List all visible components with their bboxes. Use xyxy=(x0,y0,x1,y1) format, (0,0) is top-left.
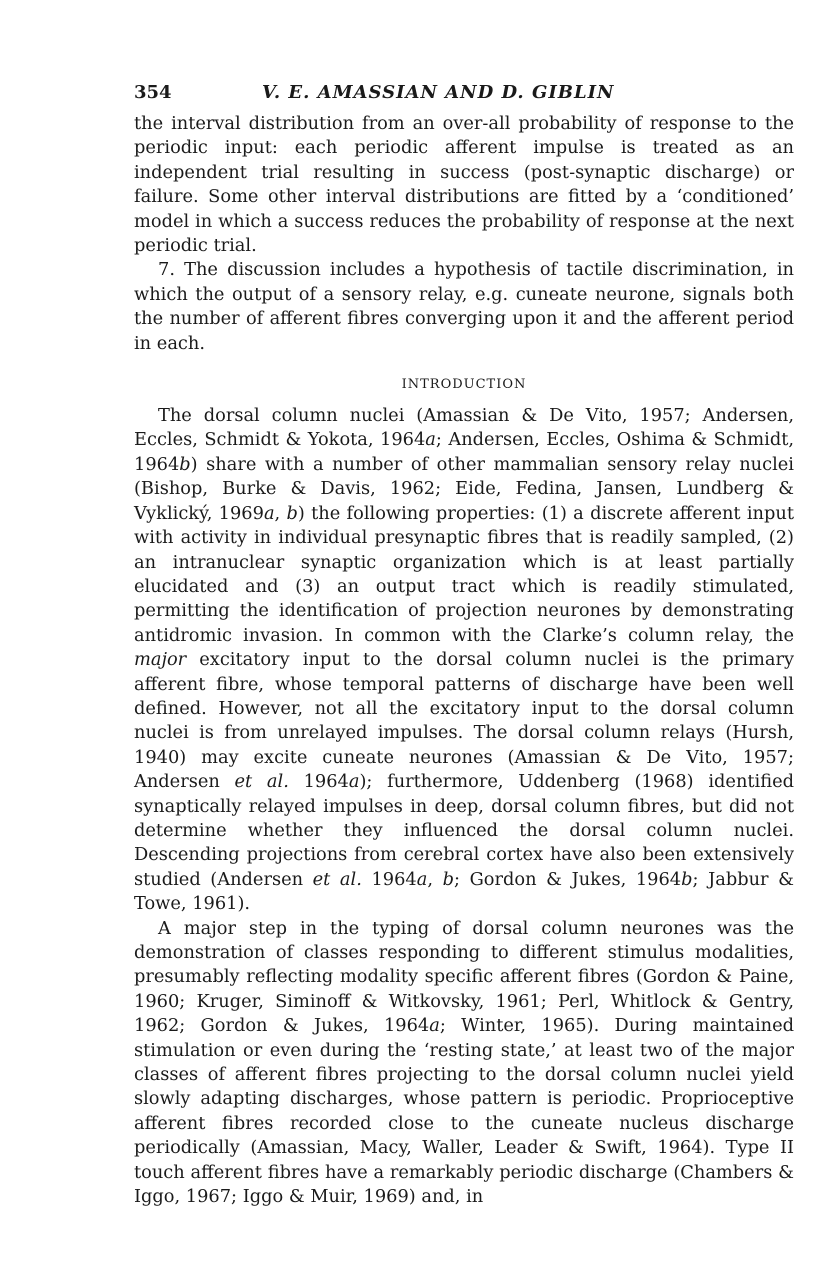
citation-suffix: b xyxy=(286,502,298,524)
introduction-paragraph-2 xyxy=(134,917,794,1210)
text-run: The dorsal column nuclei (Amassian & De Vito, 1957; Andersen, Eccles, Schmidt & Yokota, 1964 xyxy=(134,405,794,451)
introduction-paragraph-1 xyxy=(134,404,794,917)
et-al: et al. xyxy=(312,868,362,890)
text-run: 1964 xyxy=(361,868,417,890)
text-run: , xyxy=(427,868,443,890)
summary-paragraph-7: 7. The discussion includes a hypothesis of tactile discrimination, in which the output of a sensory relay, e.g. cuneate neurone, signals both the number of afferent fibres converging upon it and the afferent period in each. xyxy=(134,259,794,354)
citation-suffix: b xyxy=(179,453,191,475)
page-number: 354 xyxy=(134,82,172,103)
et-al: et al. xyxy=(234,771,289,793)
running-title: V. E. AMASSIAN AND D. GIBLIN xyxy=(262,82,615,103)
citation-suffix: a xyxy=(263,502,275,524)
text-run: ; Jabbur & Towe, 1961). xyxy=(134,868,794,915)
citation-suffix: a xyxy=(429,1015,440,1037)
text-run: excitatory input to the dorsal column nuclei is the primary afferent fibre, whose temporal patterns of discharge have been well defined. However, not all the excitatory input to the dorsal column nuclei is from unrelayed impulses. The dorsal column relays (Hursh, 1940) may excite cuneate neurones (Amassian & De Vito, 1957; Andersen xyxy=(134,649,794,793)
text-run: ; Winter, 1965). During maintained stimulation or even during the ‘resting state,’ at least two of the major classes of afferent fibres projecting to the dorsal column nuclei yield slowly adapting discharges, whose pattern is periodic. Proprioceptive afferent fibres recorded close to the cuneate nucleus discharge periodically (Amassian, Macy, Waller, Leader & Swift, 1964). Type II touch afferent fibres have a remarkably periodic discharge (Chambers & Iggo, 1967; Iggo & Muir, 1969) and, in xyxy=(134,1015,794,1208)
emphasis: major xyxy=(134,649,187,671)
citation-suffix: b xyxy=(442,868,454,890)
text-run: A major step in the typing of dorsal column neurones was the demonstration of classes responding to different stimulus modalities, presumably reflecting modality specific afferent fibres (Gordon & Paine, 1960; Kruger, Siminoff & Witkovsky, 1961; Perl, Whitlock & Gentry, 1962; Gordon & Jukes, 1964 xyxy=(134,917,794,1037)
text-run: ) the following properties: (1) a discrete afferent input with activity in individual presynaptic fibres that is readily sampled, (2) an intranuclear synaptic organization which is at least partially elucidated and (3) an output tract which is readily stimulated, permitting the identification of projection neurones by demonstrating antidromic invasion. In common with the Clarke’s column relay, the xyxy=(134,502,794,646)
running-header xyxy=(134,78,794,112)
text-run: 1964 xyxy=(288,771,349,793)
citation-suffix: a xyxy=(348,771,360,793)
citation-suffix: b xyxy=(681,868,693,890)
section-heading-introduction: INTRODUCTION xyxy=(401,377,527,393)
paper-page xyxy=(134,78,794,1209)
citation-suffix: a xyxy=(416,868,428,890)
citation-suffix: a xyxy=(425,429,436,451)
summary-paragraph-6-continuation: the interval distribution from an over-all probability of response to the periodic input: each periodic afferent impulse is treated as an independent trial resulting in success (post-synaptic discharge) or failure. Some other interval distributions are fitted by a ‘conditioned’ model in which a success reduces the probability of response at the next periodic trial. xyxy=(134,113,794,257)
text-run: ; Andersen, Eccles, Oshima & Schmidt, 1964 xyxy=(134,429,794,475)
text-run: , xyxy=(274,502,287,524)
text-run: ) share with a number of other mammalian sensory relay nuclei (Bishop, Burke & Davis, 1962; Eide, Fedina, Jansen, Lundberg & Vyklický, 1969 xyxy=(134,453,794,524)
text-run: ); furthermore, Uddenberg (1968) identified synaptically relayed impulses in deep, dorsal column fibres, but did not determine whether they influenced the dorsal column nuclei. Descending projections from cerebral cortex have also been extensively studied (Andersen xyxy=(134,771,794,890)
text-run: ; Gordon & Jukes, 1964 xyxy=(454,868,682,890)
